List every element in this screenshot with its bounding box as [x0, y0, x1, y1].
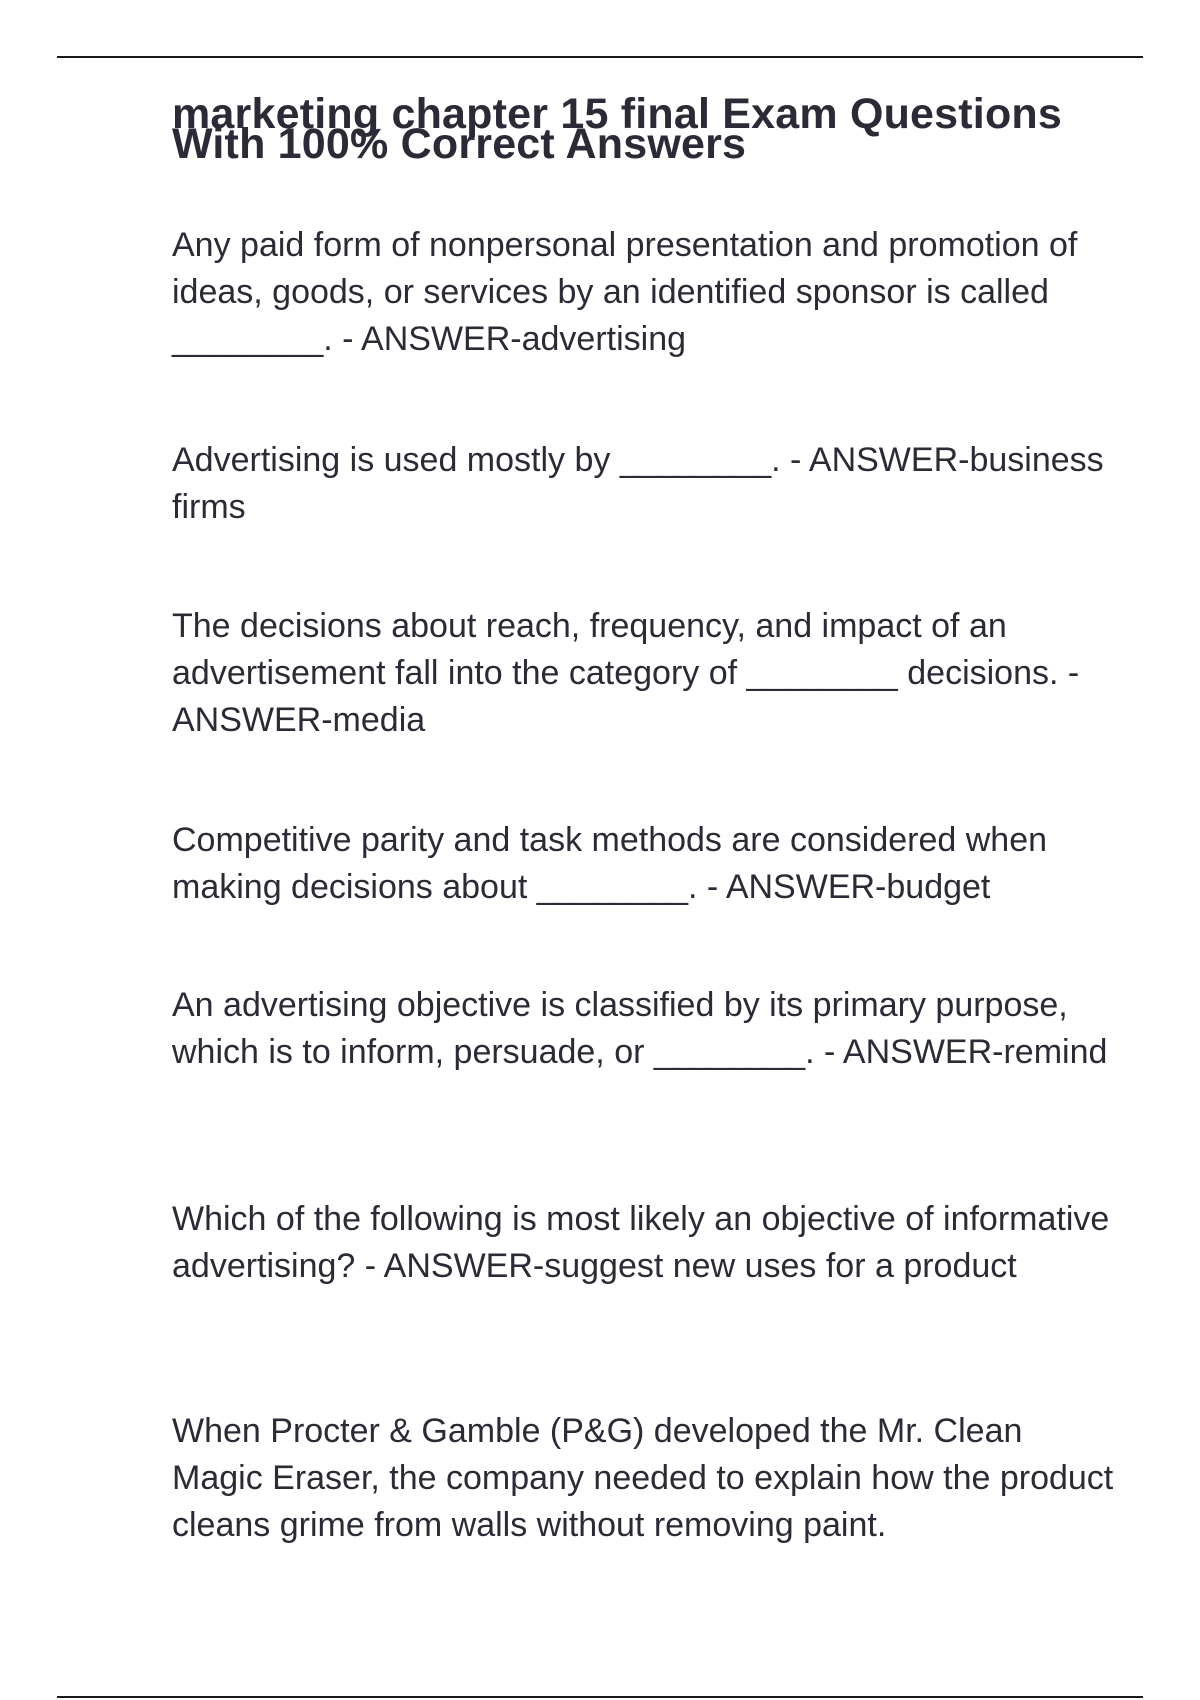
qa-item-7: When Procter & Gamble (P&G) developed the Mr. Clean Magic Eraser, the company needed to explain how the product cleans grime from walls without removing paint.	[172, 1412, 1114, 1544]
qa-item-2: Advertising is used mostly by ________. - ANSWER-business firms	[172, 441, 1104, 526]
bottom-divider	[57, 1696, 1143, 1698]
qa-item-6: Which of the following is most likely an objective of informative advertising? - ANSWER-suggest new uses for a product	[172, 1200, 1110, 1285]
qa-item-4: Competitive parity and task methods are considered when making decisions about ________. - ANSWER-budget	[172, 821, 1048, 906]
top-divider	[57, 56, 1143, 58]
qa-item-1: Any paid form of nonpersonal presentation and promotion of ideas, goods, or services by an identified sponsor is called ________. - ANSWER-advertising	[172, 226, 1078, 358]
document-title: marketing chapter 15 final Exam Questions With 100% Correct Answers	[172, 90, 1062, 168]
qa-item-3: The decisions about reach, frequency, and impact of an advertisement fall into the category of ________ decisions. - ANSWER-media	[172, 607, 1080, 739]
qa-item-5: An advertising objective is classified by its primary purpose, which is to inform, persuade, or ________. - ANSWER-remind	[172, 986, 1108, 1071]
